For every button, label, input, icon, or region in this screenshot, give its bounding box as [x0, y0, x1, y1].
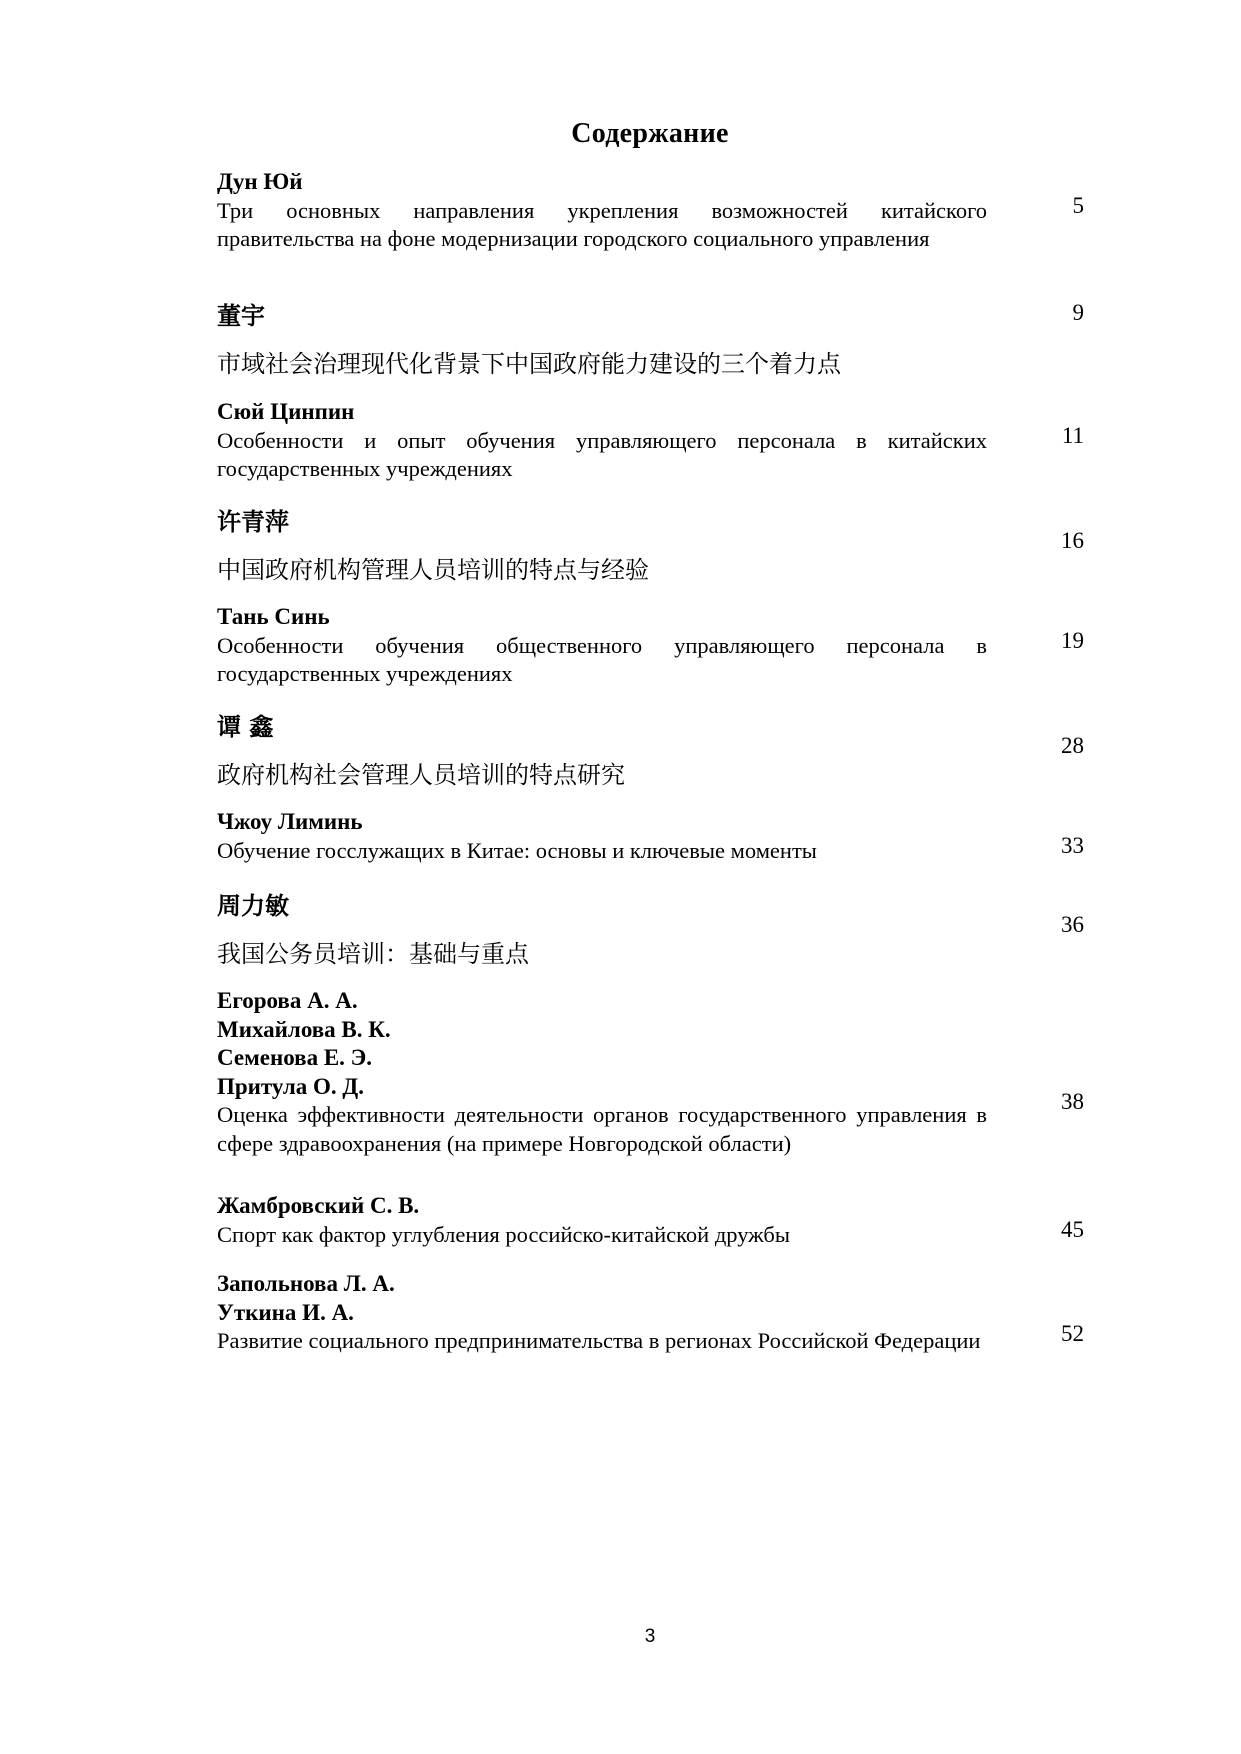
author-name: Дун Юй — [217, 169, 303, 194]
author-name: Тань Синь — [217, 604, 330, 629]
article-title: Особенности и опыт обучения управляющего персонала в китайских государственных учреждениях — [217, 427, 987, 481]
author-name: 周力敏 — [217, 892, 289, 920]
toc-entry[interactable] — [217, 603, 1084, 689]
page-number: 52 — [1061, 1321, 1084, 1346]
author-list — [217, 1192, 1084, 1221]
author-name: Запольнова Л. А. — [217, 1271, 395, 1296]
author-list — [217, 711, 1084, 743]
author-name: Уткина И. А. — [217, 1299, 354, 1325]
article-title: 政府机构社会管理人员培训的特点研究 — [217, 761, 625, 789]
toc-entry[interactable] — [217, 808, 1084, 865]
page-number: 45 — [1061, 1217, 1084, 1242]
author-name: Егорова А. А. — [217, 988, 358, 1013]
page-number: 36 — [1061, 912, 1084, 937]
author-list — [217, 603, 1084, 632]
author-name: 董宇 — [217, 302, 265, 330]
author-list — [217, 506, 1084, 538]
author-list — [217, 987, 1084, 1101]
author-list — [217, 808, 1084, 837]
footer-page-number: 3 — [644, 1626, 656, 1647]
toc-entry[interactable] — [217, 398, 1084, 484]
author-name: 许青萍 — [217, 508, 289, 536]
toc-entry[interactable] — [217, 300, 1084, 380]
author-name: 谭 鑫 — [217, 713, 274, 741]
article-title: Три основных направления укрепления возможностей китайского правительства на фоне модернизации городского социального управления — [217, 197, 987, 251]
article-title: Развитие социального предпринимательства в регионах Российской Федерации — [217, 1328, 981, 1353]
author-list — [217, 168, 1084, 197]
author-name: Сюй Цинпин — [217, 399, 355, 424]
article-title: 中国政府机构管理人员培训的特点与经验 — [217, 556, 649, 584]
page-number: 16 — [1061, 528, 1084, 553]
author-list — [217, 890, 1084, 922]
article-title: Обучение госслужащих в Китае: основы и ключевые моменты — [217, 837, 817, 863]
page-number: 5 — [1072, 193, 1084, 218]
page-number: 11 — [1061, 423, 1084, 448]
toc-entry[interactable] — [217, 890, 1084, 970]
author-list — [217, 1270, 1084, 1327]
page-number: 28 — [1061, 733, 1084, 758]
page-number: 19 — [1061, 628, 1084, 653]
author-name: Притула О. Д. — [217, 1073, 364, 1099]
toc-entry[interactable] — [217, 506, 1084, 586]
toc-entry[interactable] — [217, 711, 1084, 791]
page-title: Содержание — [571, 118, 729, 149]
article-title: Спорт как фактор углубления российско-китайской дружбы — [217, 1221, 790, 1247]
author-name: Жамбровский С. В. — [217, 1193, 420, 1218]
toc-entry[interactable] — [217, 168, 1084, 254]
author-name: Чжоу Лиминь — [217, 809, 363, 834]
toc-entry[interactable] — [217, 987, 1084, 1158]
author-name: Семенова Е. Э. — [217, 1045, 373, 1070]
article-title: Оценка эффективности деятельности органов государственного управления в сфере здравоохранения (на примере Новгородской области) — [217, 1102, 987, 1156]
article-title: 我国公务员培训：基础与重点 — [217, 940, 529, 968]
article-title: Особенности обучения общественного управляющего персонала в государственных учреждениях — [217, 632, 987, 686]
author-list — [217, 398, 1084, 427]
author-name: Михайлова В. К. — [217, 1016, 391, 1042]
author-list — [217, 300, 1084, 332]
page-number: 33 — [1061, 833, 1084, 858]
toc-entry[interactable] — [217, 1270, 1084, 1356]
page-number: 38 — [1061, 1089, 1084, 1114]
page-number: 9 — [1072, 300, 1084, 325]
toc-entry[interactable] — [217, 1192, 1084, 1249]
article-title: 市域社会治理现代化背景下中国政府能力建设的三个着力点 — [217, 350, 841, 378]
